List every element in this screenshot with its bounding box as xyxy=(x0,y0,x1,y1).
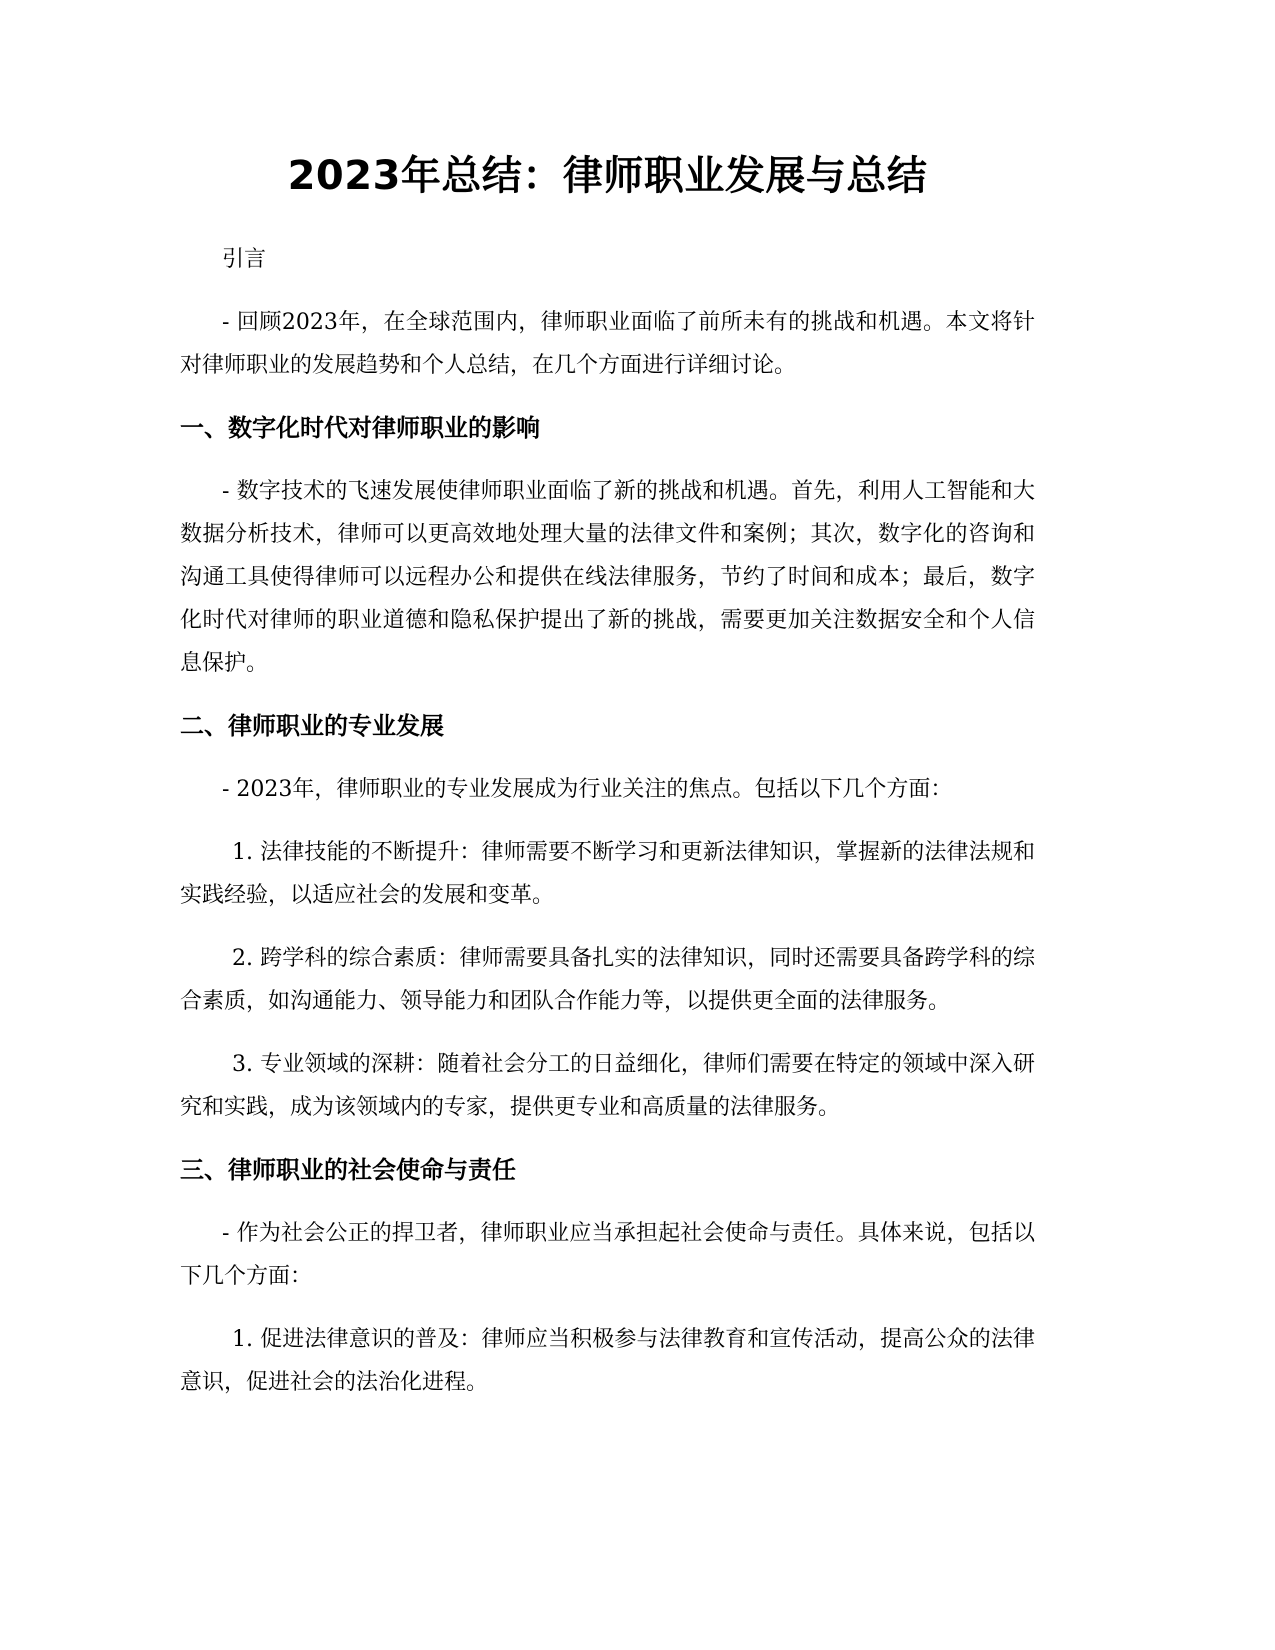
intro-label: 引言 xyxy=(222,247,267,272)
section-3-list-item-1: 1. 促进法律意识的普及：律师应当积极参与法律教育和宣传活动，提高公众的法律意识，促进社会的法治化进程。 xyxy=(180,1327,1035,1395)
section-3-paragraph-1: - 作为社会公正的捍卫者，律师职业应当承担起社会使命与责任。具体来说，包括以下几个方面： xyxy=(180,1221,1035,1289)
section-2-list-item-1: 1. 法律技能的不断提升：律师需要不断学习和更新法律知识，掌握新的法律法规和实践经验，以适应社会的发展和变革。 xyxy=(180,840,1035,908)
section-1-paragraph-1: - 数字技术的飞速发展使律师职业面临了新的挑战和机遇。首先，利用人工智能和大数据分析技术，律师可以更高效地处理大量的法律文件和案例；其次，数字化的咨询和沟通工具使得律师可以远程办公和提供在线法律服务，节约了时间和成本；最后，数字化时代对律师的职业道德和隐私保护提出了新的挑战，需要更加关注数据安全和个人信息保护。 xyxy=(180,479,1035,676)
document-page xyxy=(180,0,1035,1404)
section-heading-3: 三、律师职业的社会使命与责任 xyxy=(180,1156,516,1184)
section-heading-1: 一、数字化时代对律师职业的影响 xyxy=(180,414,540,442)
document-title: 2023年总结：律师职业发展与总结 xyxy=(287,153,928,199)
section-2-list-item-3: 3. 专业领域的深耕：随着社会分工的日益细化，律师们需要在特定的领域中深入研究和实践，成为该领域内的专家，提供更专业和高质量的法律服务。 xyxy=(180,1052,1035,1120)
section-2-paragraph-1: - 2023年，律师职业的专业发展成为行业关注的焦点。包括以下几个方面： xyxy=(222,777,953,802)
intro-paragraph: - 回顾2023年，在全球范围内，律师职业面临了前所未有的挑战和机遇。本文将针对律师职业的发展趋势和个人总结，在几个方面进行详细讨论。 xyxy=(180,310,1035,378)
section-heading-2: 二、律师职业的专业发展 xyxy=(180,712,444,740)
section-2-list-item-2: 2. 跨学科的综合素质：律师需要具备扎实的法律知识，同时还需要具备跨学科的综合素质，如沟通能力、领导能力和团队合作能力等，以提供更全面的法律服务。 xyxy=(180,946,1035,1014)
